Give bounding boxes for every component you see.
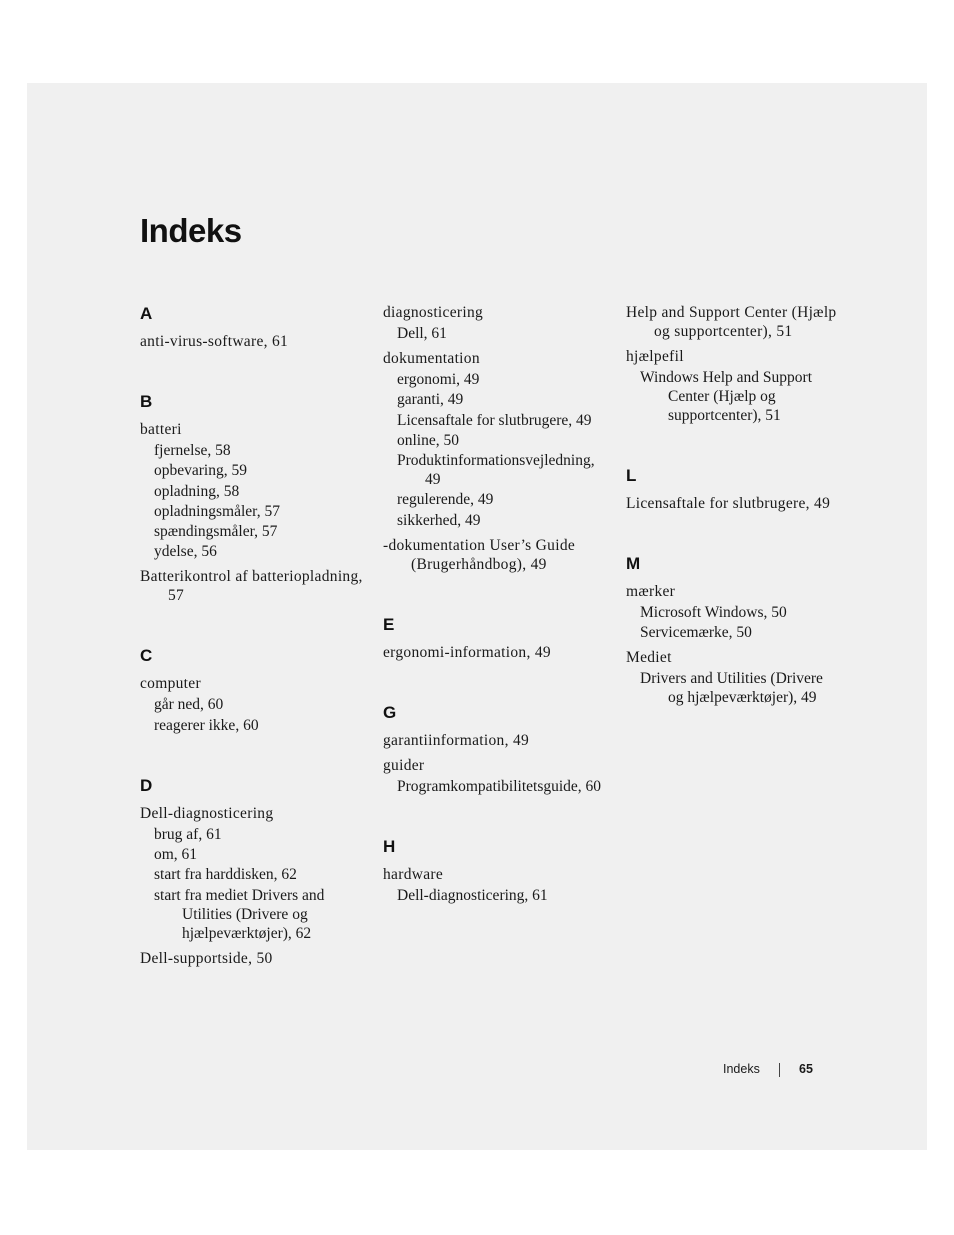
index-term: hardware bbox=[383, 865, 444, 883]
index-section bbox=[383, 702, 608, 796]
page-title: Indeks bbox=[140, 212, 242, 249]
index-letter-heading: E bbox=[383, 614, 395, 634]
index-letter-heading: L bbox=[626, 466, 637, 485]
index-subentry: spændingsmåler, 57 bbox=[154, 523, 278, 541]
index-term: -dokumentation User’s Guide (Brugerhåndbog), 49 bbox=[383, 536, 576, 573]
index-entry bbox=[626, 648, 841, 707]
index-term: Mediet bbox=[626, 649, 672, 667]
index-section bbox=[140, 303, 365, 351]
index-subentry: online, 50 bbox=[397, 431, 459, 449]
index-subentry: garanti, 49 bbox=[397, 391, 464, 409]
index-section bbox=[626, 553, 841, 707]
index-subentry: Dell, 61 bbox=[397, 325, 447, 342]
index-subentry: ergonomi, 49 bbox=[397, 371, 480, 388]
index-section bbox=[383, 614, 608, 662]
index-subentry: regulerende, 49 bbox=[397, 491, 494, 509]
index-term: Dell-diagnosticering bbox=[140, 804, 274, 822]
index-entry bbox=[626, 582, 841, 642]
index-entry bbox=[383, 865, 608, 905]
index-term: Dell-supportside, 50 bbox=[140, 949, 273, 967]
index-subentry: Programkompatibilitetsguide, 60 bbox=[397, 777, 602, 795]
index-subentry: ydelse, 56 bbox=[154, 543, 217, 561]
index-letter-heading: D bbox=[140, 775, 153, 795]
index-subentry: opladningsmåler, 57 bbox=[154, 502, 280, 520]
index-term: computer bbox=[140, 675, 201, 693]
index-term: diagnosticering bbox=[383, 304, 484, 321]
index-term: Licensaftale for slutbrugere, 49 bbox=[626, 495, 831, 512]
index-subentry: om, 61 bbox=[154, 846, 198, 864]
index-section bbox=[140, 775, 365, 968]
index-subentry: reagerer ikke, 60 bbox=[154, 716, 259, 734]
index-section bbox=[383, 303, 608, 574]
index-subentry: brug af, 61 bbox=[154, 825, 222, 843]
footer-separator bbox=[779, 1063, 780, 1077]
index-column-1 bbox=[140, 303, 365, 974]
index-subentry: opbevaring, 59 bbox=[154, 462, 247, 480]
index-letter-heading: B bbox=[140, 392, 153, 411]
index-letter-heading: C bbox=[140, 646, 153, 666]
index-term: guider bbox=[383, 756, 425, 774]
index-entry bbox=[383, 643, 608, 662]
index-subentry: Licensaftale for slutbrugere, 49 bbox=[397, 411, 592, 429]
index-term: Help and Support Center (Hjælp og supportcenter), 51 bbox=[626, 304, 837, 340]
index-entry bbox=[140, 674, 365, 734]
index-section bbox=[140, 645, 365, 734]
index-entry bbox=[383, 536, 608, 574]
index-term: dokumentation bbox=[383, 350, 480, 367]
index-term: mærker bbox=[626, 583, 676, 600]
index-subentry: går ned, 60 bbox=[154, 696, 224, 714]
index-subentry: sikkerhed, 49 bbox=[397, 511, 481, 529]
index-subentry: Drivers and Utilities (Drivere og hjælpeværktøjer), 49 bbox=[640, 670, 823, 707]
index-entry bbox=[140, 949, 365, 968]
index-letter-heading: G bbox=[383, 702, 397, 722]
index-subentry: fjernelse, 58 bbox=[154, 442, 231, 459]
index-entry bbox=[626, 494, 841, 513]
index-column-2 bbox=[383, 303, 608, 911]
index-entry bbox=[626, 347, 841, 425]
index-term: batteri bbox=[140, 421, 182, 438]
index-entry bbox=[383, 731, 608, 750]
index-term: garantiinformation, 49 bbox=[383, 731, 530, 749]
index-subentry: Windows Help and Support Center (Hjælp og supportcenter), 51 bbox=[640, 369, 813, 424]
index-entry bbox=[140, 420, 365, 561]
index-entry bbox=[383, 303, 608, 343]
index-subentry: opladning, 58 bbox=[154, 482, 240, 500]
footer-page-number: 65 bbox=[799, 1062, 813, 1076]
index-entry bbox=[140, 804, 365, 943]
index-entry bbox=[140, 567, 365, 605]
index-section bbox=[140, 391, 365, 605]
index-entry bbox=[626, 303, 841, 341]
index-subentry: start fra mediet Drivers and Utilities (Drivere og hjælpeværktøjer), 62 bbox=[154, 886, 325, 942]
index-subentry: start fra harddisken, 62 bbox=[154, 866, 297, 884]
index-entry bbox=[383, 349, 608, 530]
index-term: anti-virus-software, 61 bbox=[140, 333, 289, 350]
index-subentry: Dell-diagnosticering, 61 bbox=[397, 886, 548, 904]
index-letter-heading: M bbox=[626, 554, 641, 573]
index-subentry: Produktinformationsvejledning, 49 bbox=[397, 452, 595, 489]
index-letter-heading: A bbox=[140, 304, 153, 323]
index-column-3 bbox=[626, 303, 841, 713]
index-section bbox=[626, 465, 841, 513]
index-subentry: Microsoft Windows, 50 bbox=[640, 604, 787, 621]
index-term: ergonomi-information, 49 bbox=[383, 643, 551, 661]
index-section bbox=[626, 303, 841, 425]
footer-section-label: Indeks bbox=[723, 1062, 760, 1076]
index-entry bbox=[140, 332, 365, 351]
index-section bbox=[383, 836, 608, 905]
index-subentry: Servicemærke, 50 bbox=[640, 624, 752, 642]
index-letter-heading: H bbox=[383, 836, 396, 856]
index-term: Batterikontrol af batteriopladning, 57 bbox=[140, 568, 363, 605]
index-entry bbox=[383, 756, 608, 796]
index-term: hjælpefil bbox=[626, 348, 684, 365]
